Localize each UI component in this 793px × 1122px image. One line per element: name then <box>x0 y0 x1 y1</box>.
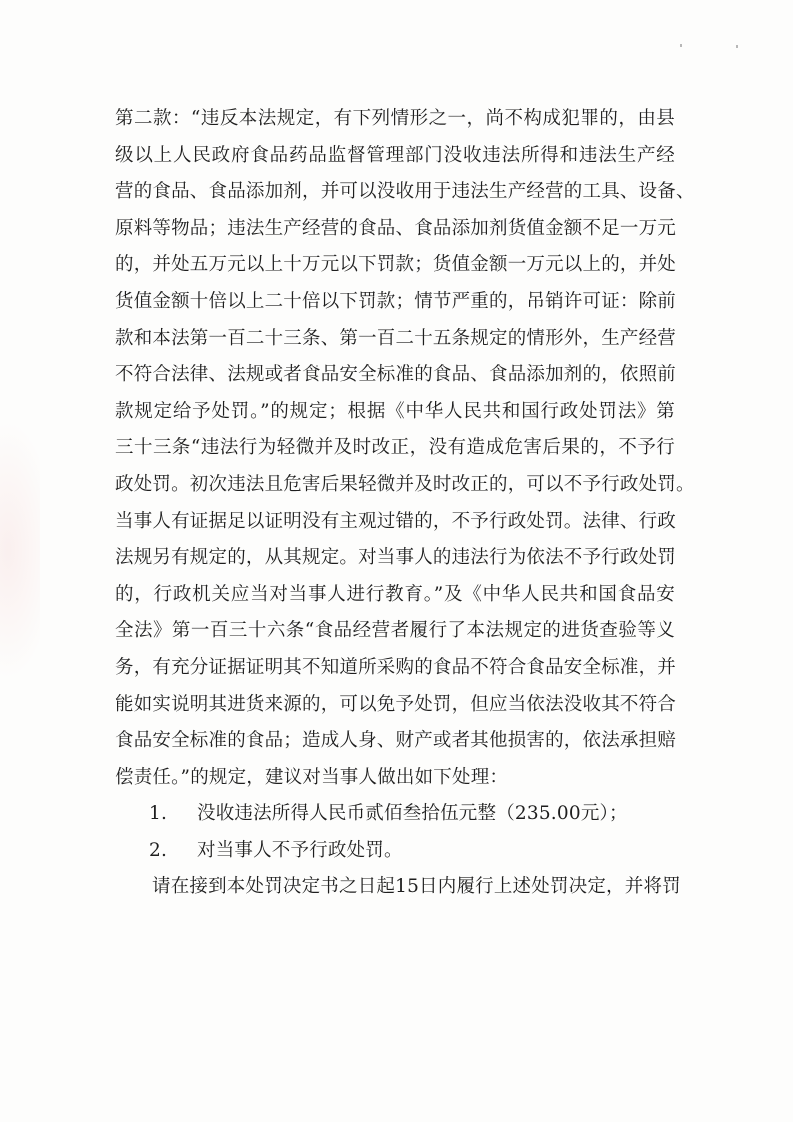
text-line: 的，行政机关应当对当事人进行教育。”及《中华人民共和国食品安 <box>115 583 675 605</box>
text-line: 货值金额十倍以上二十倍以下罚款；情节严重的，吊销许可证：除前 <box>115 290 677 312</box>
text-line: 当事人有证据足以证明没有主观过错的，不予行政处罚。法律、行政 <box>115 510 677 532</box>
decision-item-number: 2. <box>149 839 168 861</box>
stamp-bleed-mark <box>0 420 40 680</box>
text-line: 营的食品、食品添加剂，并可以没收用于违法生产经营的工具、设备、 <box>115 181 695 203</box>
text-line-last: 偿责任。”的规定，建议对当事人做出如下处理： <box>115 766 509 788</box>
closing-line: 请在接到本处罚决定书之日起15日内履行上述处罚决定，并将罚 <box>152 876 681 898</box>
text-line: 款规定给予处罚。”的规定；根据《中华人民共和国行政处罚法》第 <box>115 400 675 422</box>
text-line: 全法》第一百三十六条“食品经营者履行了本法规定的进货查验等义 <box>115 620 675 642</box>
decision-item-1 <box>115 796 675 833</box>
text-line: 能如实说明其进货来源的，可以免予处罚，但应当依法没收其不符合 <box>115 693 677 715</box>
text-line: 的，并处五万元以上十万元以下罚款；货值金额一万元以上的，并处 <box>115 254 677 276</box>
text-line: 原料等物品；违法生产经营的食品、食品添加剂货值金额不足一万元 <box>115 217 677 239</box>
decision-item-2 <box>115 833 675 870</box>
text-line: 三十三条“违法行为轻微并及时改正，没有造成危害后果的，不予行 <box>115 437 675 459</box>
decision-item-text: 对当事人不予行政处罚。 <box>197 839 403 861</box>
text-line: 不符合法律、法规或者食品安全标准的食品、食品添加剂的，依照前 <box>115 364 677 386</box>
text-line: 政处罚。初次违法且危害后果轻微并及时改正的，可以不予行政处罚。 <box>115 473 695 495</box>
body-text <box>115 101 695 906</box>
text-line: 法规另有规定的，从其规定。对当事人的违法行为依法不予行政处罚 <box>115 547 677 569</box>
text-line: 款和本法第一百二十三条、第一百二十五条规定的情形外，生产经营 <box>115 327 677 349</box>
text-line: 食品安全标准的食品；造成人身、财产或者其他损害的，依法承担赔 <box>115 730 677 752</box>
decision-item-number: 1. <box>149 803 168 825</box>
text-line: 务，有充分证据证明其不知道所采购的食品不符合食品安全标准，并 <box>115 656 677 678</box>
text-line: 级以上人民政府食品药品监督管理部门没收违法所得和违法生产经 <box>115 144 675 166</box>
decision-item-text: 没收违法所得人民币贰佰叁拾伍元整（235.00元）； <box>197 803 628 825</box>
text-line: 第二款：“违反本法规定，有下列情形之一，尚不构成犯罪的，由县 <box>115 108 675 129</box>
